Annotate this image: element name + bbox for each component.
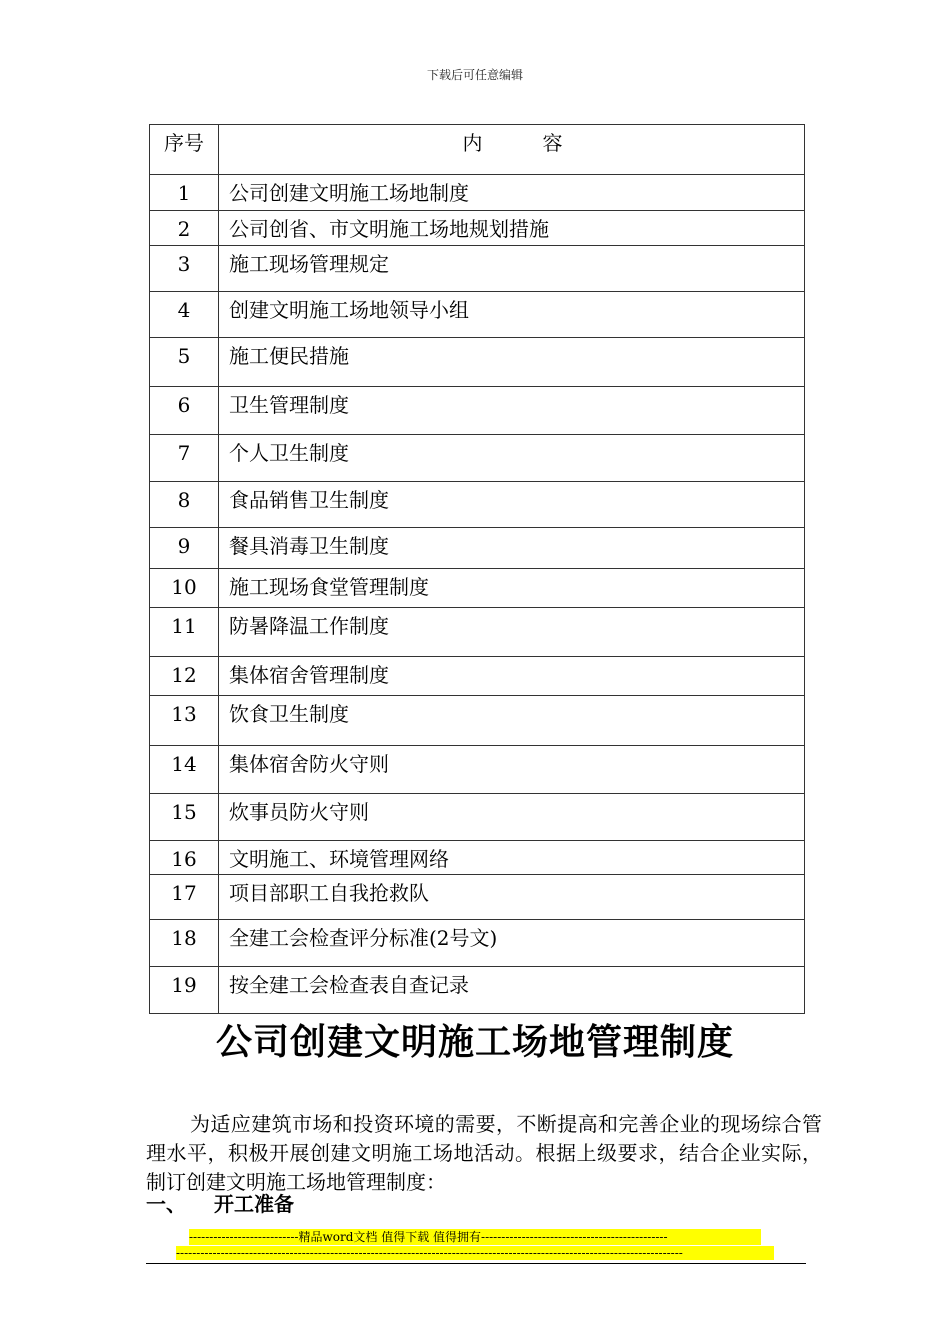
intro-paragraph: 为适应建筑市场和投资环境的需要，不断提高和完善企业的现场综合管理水平，积极开展创建文明施工场地活动。根据上级要求，结合企业实际，制订创建文明施工场地管理制度： <box>146 1112 822 1194</box>
row-content: 全建工会检查评分标准(2号文) <box>219 920 805 967</box>
row-number: 2 <box>150 211 219 246</box>
table-row <box>150 387 805 435</box>
row-content: 项目部职工自我抢救队 <box>219 875 805 920</box>
row-number: 1 <box>150 175 219 211</box>
table-row <box>150 435 805 482</box>
row-number: 4 <box>150 292 219 338</box>
footer-banner-line2: ----------------------------------------------------------------------------------------------------------------------------- <box>176 1246 774 1260</box>
row-number: 18 <box>150 920 219 967</box>
table-row <box>150 211 805 246</box>
row-number: 17 <box>150 875 219 920</box>
table-row <box>150 608 805 657</box>
table-row <box>150 338 805 387</box>
table-row <box>150 292 805 338</box>
row-content: 创建文明施工场地领导小组 <box>219 292 805 338</box>
table-row <box>150 794 805 841</box>
header-content-a: 内 <box>462 131 483 155</box>
row-number: 8 <box>150 482 219 528</box>
row-number: 11 <box>150 608 219 657</box>
row-content: 集体宿舍管理制度 <box>219 657 805 696</box>
table-row <box>150 528 805 569</box>
row-content: 公司创省、市文明施工场地规划措施 <box>219 211 805 246</box>
row-content: 食品销售卫生制度 <box>219 482 805 528</box>
row-number: 7 <box>150 435 219 482</box>
contents-table <box>149 124 805 1014</box>
table-row <box>150 746 805 794</box>
page-header-note: 下载后可任意编辑 <box>426 68 523 82</box>
header-num: 序号 <box>150 125 219 175</box>
row-content: 按全建工会检查表自查记录 <box>219 967 805 1014</box>
row-content: 施工便民措施 <box>219 338 805 387</box>
row-content: 集体宿舍防火守则 <box>219 746 805 794</box>
table-row <box>150 657 805 696</box>
row-content: 饮食卫生制度 <box>219 696 805 746</box>
table-row <box>150 482 805 528</box>
row-content: 防暑降温工作制度 <box>219 608 805 657</box>
row-number: 15 <box>150 794 219 841</box>
section-heading <box>146 1188 294 1217</box>
row-content: 个人卫生制度 <box>219 435 805 482</box>
table-row <box>150 920 805 967</box>
row-content: 餐具消毒卫生制度 <box>219 528 805 569</box>
row-content: 施工现场食堂管理制度 <box>219 569 805 608</box>
row-content: 施工现场管理规定 <box>219 246 805 292</box>
footer-banner-line1: ---------------------------精品word文档 值得下载 值得拥有---------------------------------------------- <box>189 1229 761 1245</box>
header-content-b: 容 <box>542 131 563 155</box>
row-number: 14 <box>150 746 219 794</box>
row-content: 炊事员防火守则 <box>219 794 805 841</box>
row-number: 10 <box>150 569 219 608</box>
row-content: 卫生管理制度 <box>219 387 805 435</box>
row-number: 19 <box>150 967 219 1014</box>
section-number: 一、 <box>146 1192 186 1216</box>
row-number: 12 <box>150 657 219 696</box>
row-number: 3 <box>150 246 219 292</box>
row-number: 16 <box>150 841 219 875</box>
row-content: 文明施工、环境管理网络 <box>219 841 805 875</box>
row-number: 5 <box>150 338 219 387</box>
table-row <box>150 967 805 1014</box>
section-label: 开工准备 <box>214 1192 294 1216</box>
table-row <box>150 246 805 292</box>
table-row <box>150 569 805 608</box>
table-row <box>150 841 805 875</box>
footer-rule <box>146 1263 806 1264</box>
header-content <box>219 125 805 175</box>
row-content: 公司创建文明施工场地制度 <box>219 175 805 211</box>
table-row <box>150 175 805 211</box>
row-number: 13 <box>150 696 219 746</box>
table-row <box>150 696 805 746</box>
row-number: 9 <box>150 528 219 569</box>
document-title: 公司创建文明施工场地管理制度 <box>215 1022 734 1063</box>
table-header-row <box>150 125 805 175</box>
table-row <box>150 875 805 920</box>
row-number: 6 <box>150 387 219 435</box>
